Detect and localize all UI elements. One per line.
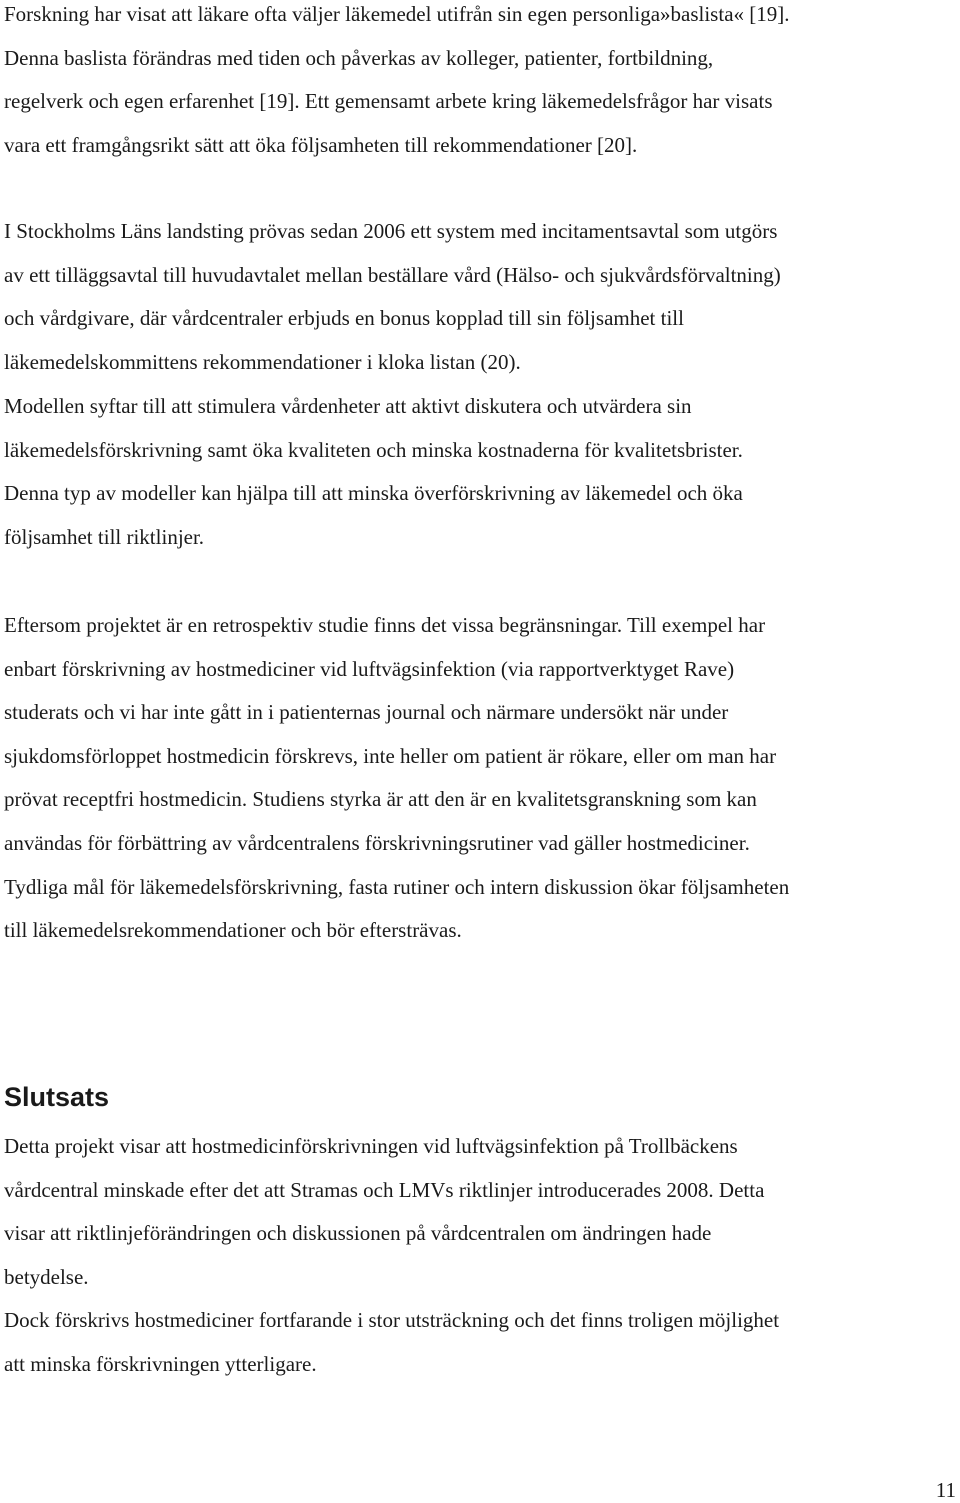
text-line: vara ett framgångsrikt sätt att öka följsamheten till rekommendationer [20]. <box>4 132 638 157</box>
text-line: Forskning har visat att läkare ofta väljer läkemedel utifrån sin egen personliga»baslista« [19]. <box>4 2 790 26</box>
section-heading-slutsats: Slutsats <box>4 1082 110 1112</box>
text-line: regelverk och egen erfarenhet [19]. Ett gemensamt arbete kring läkemedelsfrågor har visats <box>4 89 773 114</box>
text-line: Denna baslista förändras med tiden och påverkas av kolleger, patienter, fortbildning, <box>4 45 714 70</box>
text-line: I Stockholms Läns landsting prövas sedan 2006 ett system med incitamentsavtal som utgörs <box>4 219 778 243</box>
paragraph-stockholm-incentives <box>4 210 781 384</box>
text-line: betydelse. <box>4 1264 89 1289</box>
page-number: 11 <box>935 1478 956 1502</box>
text-line: att minska förskrivningen ytterligare. <box>4 1351 317 1376</box>
paragraph-conclusion <box>4 1125 764 1299</box>
text-line: enbart förskrivning av hostmediciner vid luftvägsinfektion (via rapportverktyget Rave) <box>4 656 735 681</box>
text-line: till läkemedelsrekommendationer och bör eftersträvas. <box>4 918 462 943</box>
text-line: användas för förbättring av vårdcentralens förskrivningsrutiner vad gäller hostmediciner. <box>4 830 750 855</box>
text-line: av ett tilläggsavtal till huvudavtalet mellan beställare vård (Hälso- och sjukvårdsförvaltning) <box>4 262 781 287</box>
text-line: och vårdgivare, där vårdcentraler erbjuds en bonus kopplad till sin följsamhet till <box>4 306 684 331</box>
text-line: prövat receptfri hostmedicin. Studiens styrka är att den är en kvalitetsgranskning som kan <box>4 787 757 812</box>
text-line: Denna typ av modeller kan hjälpa till att minska överförskrivning av läkemedel och öka <box>4 481 743 506</box>
text-line: Detta projekt visar att hostmedicinförskrivningen vid luftvägsinfektion på Trollbäckens <box>4 1134 738 1158</box>
text-line: läkemedelskommittens rekommendationer i kloka listan (20). <box>4 349 521 374</box>
text-line: Eftersom projektet är en retrospektiv studie finns det vissa begränsningar. Till exempel har <box>4 613 766 637</box>
text-line: Dock förskrivs hostmediciner fortfarande i stor utsträckning och det finns troligen möjlighet <box>4 1308 780 1332</box>
text-line: studerats och vi har inte gått in i patienternas journal och närmare undersökt när under <box>4 700 729 725</box>
text-line: följsamhet till riktlinjer. <box>4 524 205 549</box>
paragraph-model-purpose <box>4 385 743 559</box>
text-line: Modellen syftar till att stimulera vårdenheter att aktivt diskutera och utvärdera sin <box>4 394 692 418</box>
text-line: vårdcentral minskade efter det att Stramas och LMVs riktlinjer introducerades 2008. Detta <box>4 1177 765 1202</box>
text-line: läkemedelsförskrivning samt öka kvaliteten och minska kostnaderna för kvalitetsbrister. <box>4 437 743 462</box>
text-line: sjukdomsförloppet hostmedicin förskrevs, inte heller om patient är rökare, eller om man har <box>4 743 777 768</box>
text-line: visar att riktlinjeförändringen och diskussionen på vårdcentralen om ändringen hade <box>4 1221 712 1246</box>
paragraph-further-reduction <box>4 1299 779 1386</box>
paragraph-research-baslista <box>4 0 790 167</box>
paragraph-limitations <box>4 604 789 953</box>
text-line: Tydliga mål för läkemedelsförskrivning, fasta rutiner och intern diskussion ökar följsamheten <box>4 874 790 899</box>
